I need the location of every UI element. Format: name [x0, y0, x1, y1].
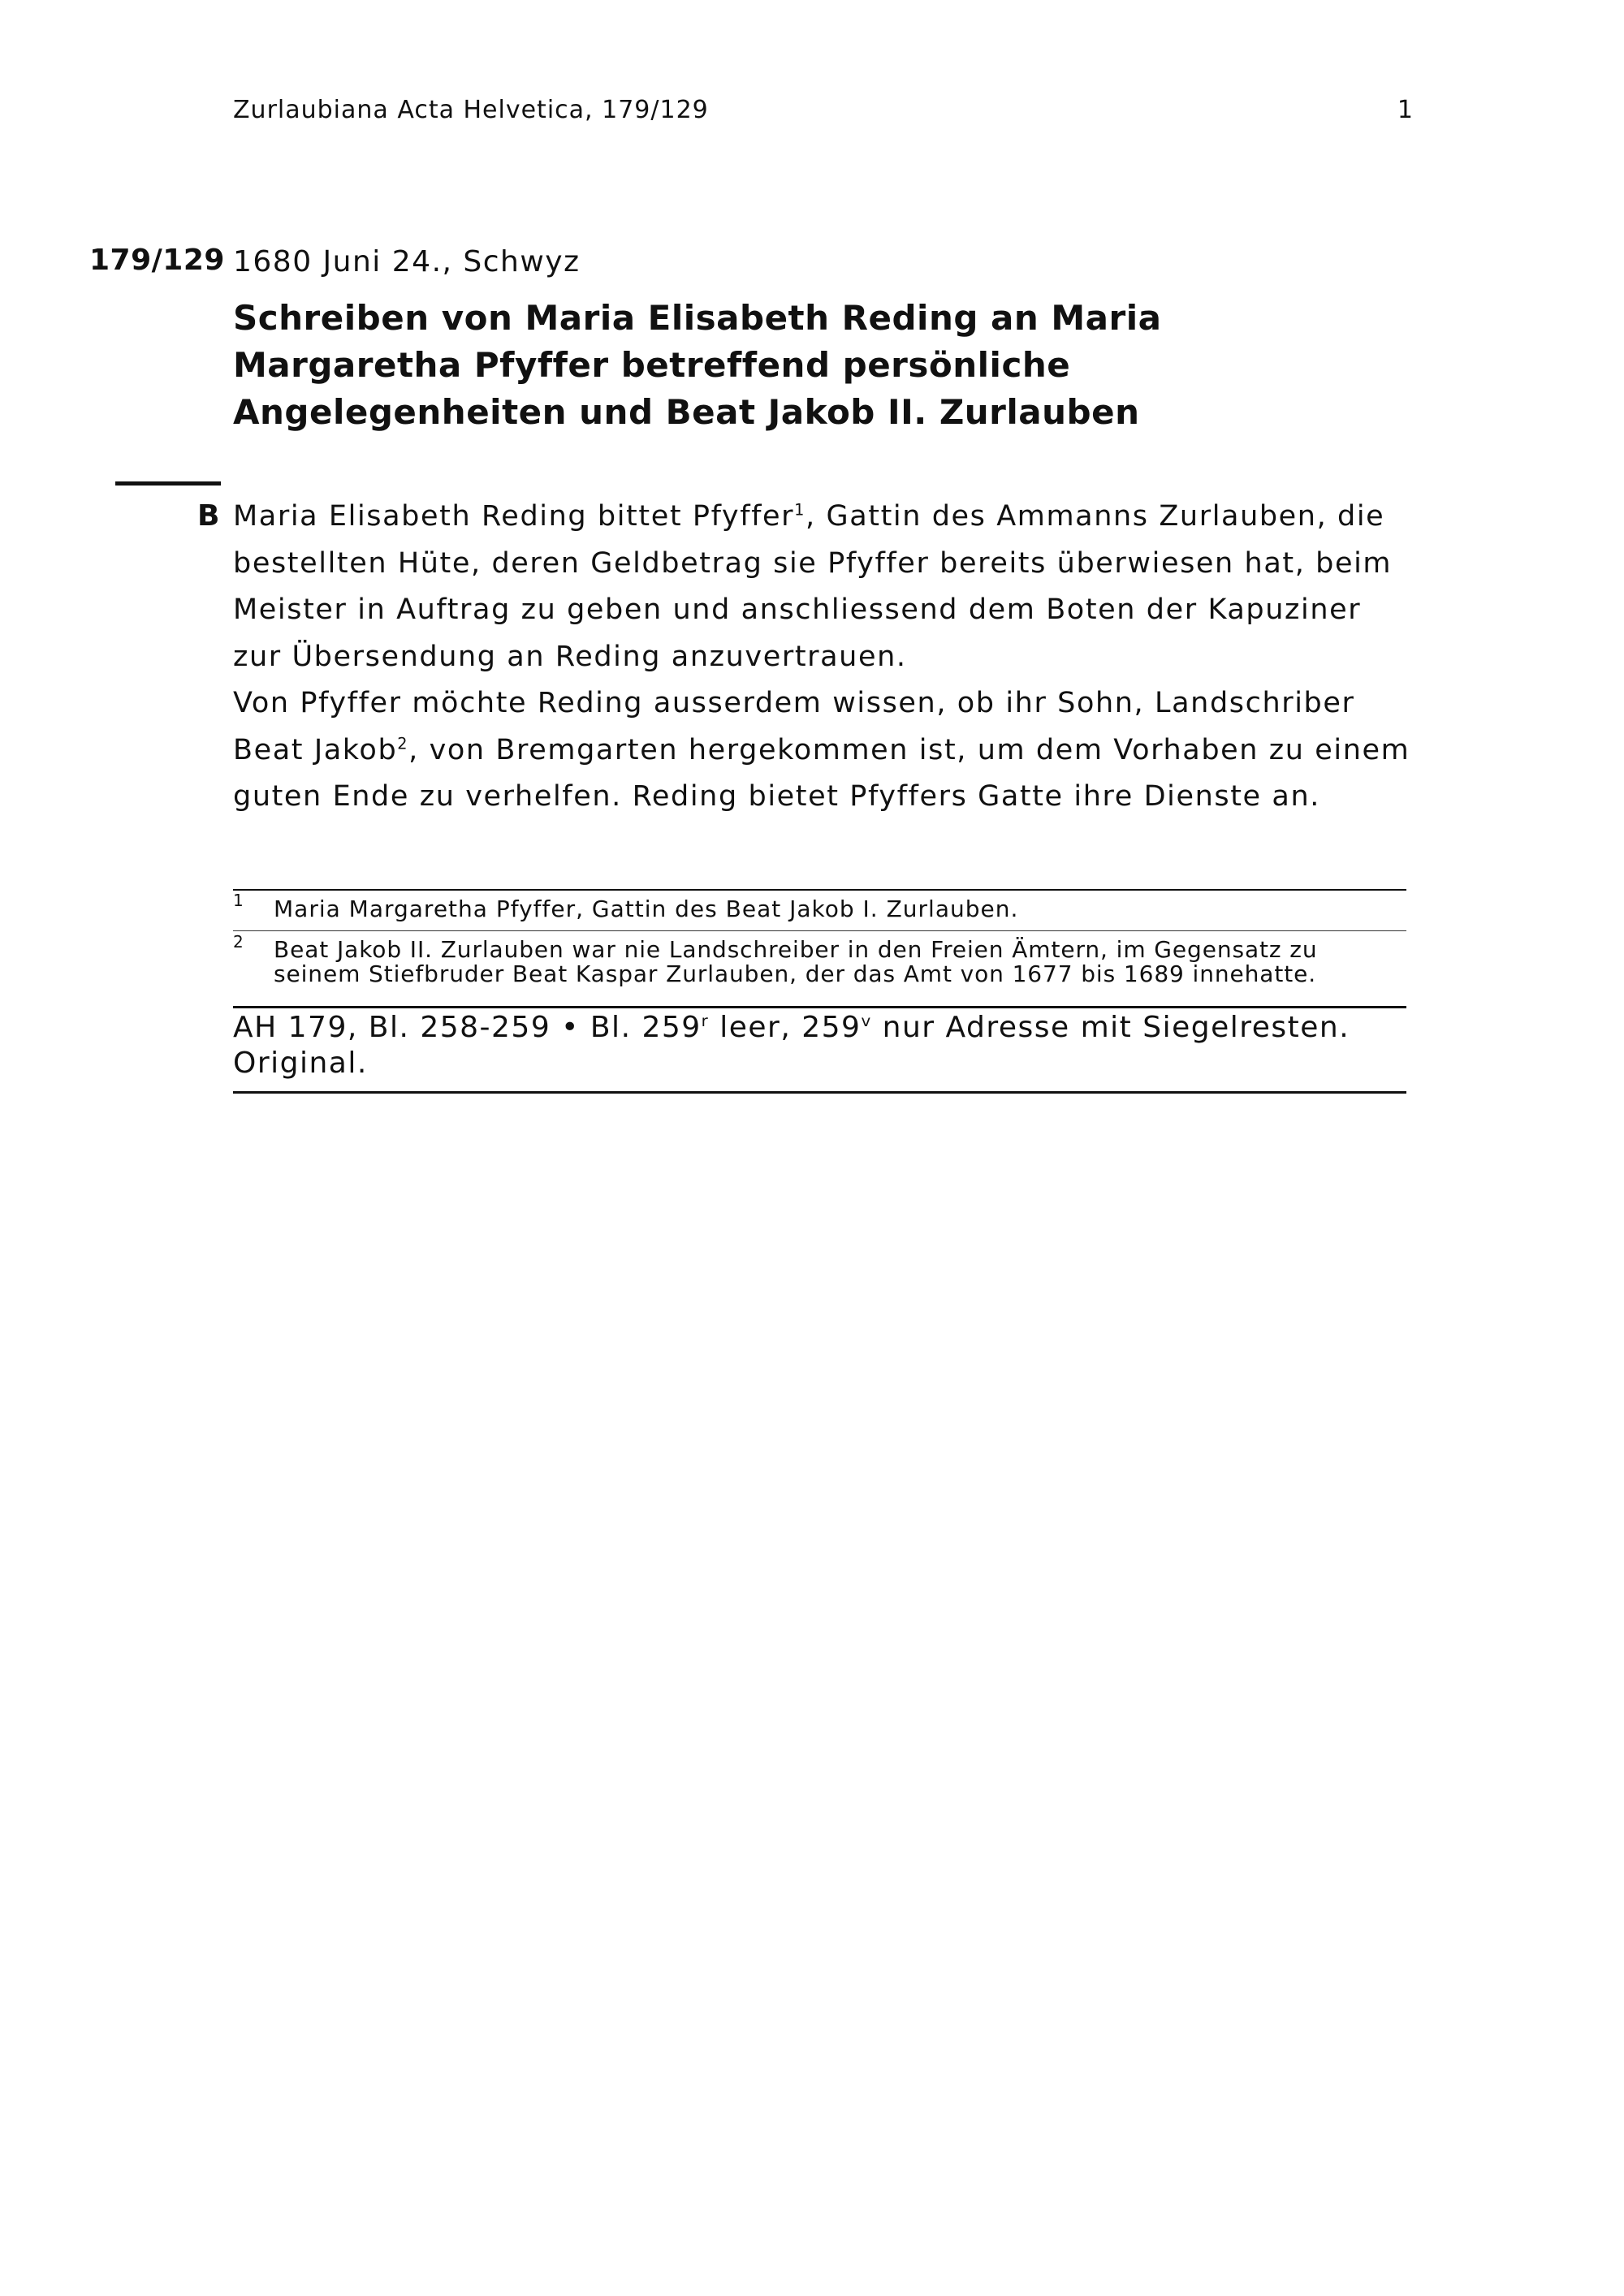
regest-p2-end: , von Bremgarten hergekommen ist, um dem Vorhaben zu einem guten Ende zu verhelfen. Reding bietet Pfyffers Gatte ihre Dienste an. [233, 733, 1410, 813]
source-bottom-rule [233, 1091, 1406, 1094]
regest-paragraph-1 [233, 494, 1415, 680]
source-sup-verso: v [861, 1012, 872, 1030]
source-part-1: AH 179, Bl. 258-259 • Bl. 259 [233, 1011, 702, 1044]
footnote-ref-1: 1 [794, 500, 806, 520]
running-header: Zurlaubiana Acta Helvetica, 179/129 [233, 96, 709, 124]
footnote-1-number: 1 [233, 891, 244, 910]
document-title: Schreiben von Maria Elisabeth Reding an Maria Margaretha Pfyffer betreffend persönliche Angelegenheiten und Beat Jakob II. Zurlauben [233, 298, 1162, 432]
regest-p2-start: Von Pfyffer möchte Reding ausserdem wissen, ob ihr Sohn, Landschriber Beat Jakob [233, 687, 1355, 766]
source-part-3: nur Adresse mit Siegelresten. Original. [233, 1011, 1350, 1080]
source-sup-recto: r [701, 1012, 710, 1030]
regest-p1-start: Maria Elisabeth Reding bittet Pfyffer [233, 500, 795, 533]
footnotes-top-rule [233, 889, 1406, 891]
footnotes-divider [233, 930, 1406, 931]
regest-paragraph-2 [233, 680, 1415, 821]
regest-marker: B [197, 499, 220, 533]
source-part-2: leer, 259 [709, 1011, 862, 1044]
footnote-2-text: Beat Jakob II. Zurlauben war nie Landschreiber in den Freien Ämtern, im Gegensatz zu seinem Stiefbruder Beat Kaspar Zurlauben, der das Amt von 1677 bis 1689 innehatte. [274, 936, 1318, 987]
footnote-ref-2: 2 [397, 733, 409, 753]
document-number: 179/129 [89, 244, 225, 277]
page-number: 1 [1397, 96, 1413, 124]
document-date-place: 1680 Juni 24., Schwyz [233, 245, 581, 278]
footnote-2-number: 2 [233, 932, 244, 952]
regest-text [233, 494, 1415, 821]
footnote-1-text: Maria Margaretha Pfyffer, Gattin des Beat Jakob I. Zurlauben. [274, 896, 1019, 922]
regest-p1-end: , Gattin des Ammanns Zurlauben, die bestellten Hüte, deren Geldbetrag sie Pfyffer bereits überwiesen hat, beim Meister in Auftrag zu geben und anschliessend dem Boten der Kapuziner zur Übersendung an Reding anzuvertrauen. [233, 500, 1393, 673]
section-divider [115, 481, 221, 486]
source-top-rule [233, 1006, 1406, 1008]
source-reference [233, 1010, 1406, 1081]
